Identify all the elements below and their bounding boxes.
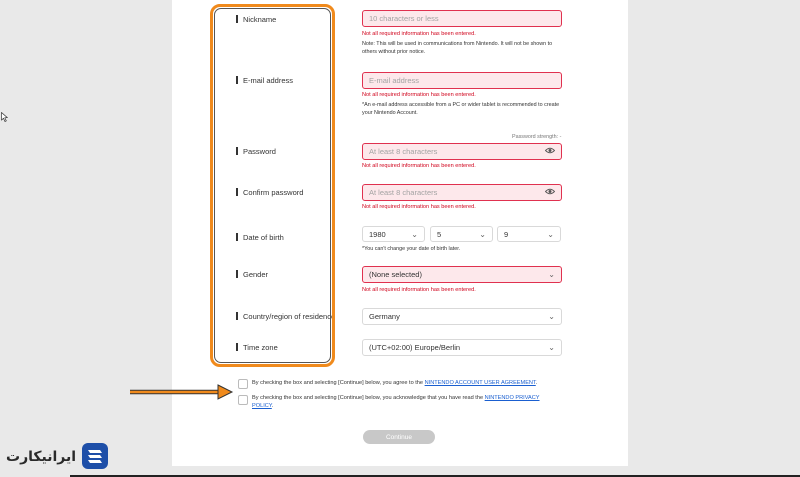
email-label: E-mail address: [236, 75, 293, 85]
email-error: Not all required information has been entered.: [362, 92, 476, 98]
dob-note: *You can't change your date of birth later.: [362, 246, 461, 252]
agree-privacy-policy-text: By checking the box and selecting [Continue] below, you acknowledge that you have read the NINTENDO PRIVACY POLICY.: [252, 395, 540, 409]
mouse-cursor-icon: [1, 112, 8, 124]
agree-privacy-policy-checkbox[interactable]: [238, 395, 248, 405]
watermark-logo: ایرانیکارت: [6, 442, 110, 470]
confirm-password-label: Confirm password: [236, 187, 303, 197]
user-agreement-link[interactable]: NINTENDO ACCOUNT USER AGREEMENT: [424, 380, 536, 386]
gender-label: Gender: [236, 269, 268, 279]
password-input[interactable]: At least 8 characters: [362, 143, 562, 160]
chevron-down-icon: ⌄: [548, 270, 555, 279]
gender-select[interactable]: (None selected) ⌄: [362, 266, 562, 283]
dob-label: Date of birth: [236, 232, 284, 242]
chevron-down-icon: ⌄: [548, 312, 555, 321]
chevron-down-icon: ⌄: [479, 229, 486, 239]
eye-icon[interactable]: [545, 147, 555, 156]
arrow-icon: [128, 384, 234, 400]
email-note: *An e-mail address accessible from a PC or wider tablet is recommended to create your Nintendo Account.: [362, 102, 560, 116]
country-select[interactable]: Germany ⌄: [362, 308, 562, 325]
confirm-password-input[interactable]: At least 8 characters: [362, 184, 562, 201]
logo-icon: [80, 442, 110, 470]
nickname-note: Note: This will be used in communications from Nintendo. It will not be shown to others without prior notice.: [362, 41, 553, 55]
highlight-box-inner: [214, 8, 331, 363]
password-strength: Password strength: -: [512, 134, 562, 140]
timezone-label: Time zone: [236, 342, 278, 352]
chevron-down-icon: ⌄: [411, 229, 418, 239]
nickname-label: Nickname: [236, 14, 276, 24]
gender-error: Not all required information has been entered.: [362, 287, 476, 293]
eye-icon[interactable]: [545, 188, 555, 197]
email-input[interactable]: E-mail address: [362, 72, 562, 89]
dob-month-select[interactable]: 5 ⌄: [430, 226, 493, 242]
timezone-select[interactable]: (UTC+02:00) Europe/Berlin ⌄: [362, 339, 562, 356]
dob-day-select[interactable]: 9 ⌄: [497, 226, 561, 242]
nickname-error: Not all required information has been entered.: [362, 31, 476, 37]
password-label: Password: [236, 146, 276, 156]
chevron-down-icon: ⌄: [548, 343, 555, 352]
continue-button[interactable]: Continue: [363, 430, 435, 444]
agree-user-agreement-text: By checking the box and selecting [Continue] below, you agree to the NINTENDO ACCOUNT USER AGREEMENT.: [252, 380, 538, 386]
privacy-policy-link[interactable]: NINTENDO PRIVACY POLICY: [252, 395, 540, 409]
chevron-down-icon: ⌄: [547, 229, 554, 239]
nickname-input[interactable]: 10 characters or less: [362, 10, 562, 27]
country-label: Country/region of residence: [236, 311, 335, 321]
confirm-password-error: Not all required information has been entered.: [362, 204, 476, 210]
dob-year-select[interactable]: 1980 ⌄: [362, 226, 425, 242]
password-error: Not all required information has been entered.: [362, 163, 476, 169]
agree-user-agreement-checkbox[interactable]: [238, 379, 248, 389]
